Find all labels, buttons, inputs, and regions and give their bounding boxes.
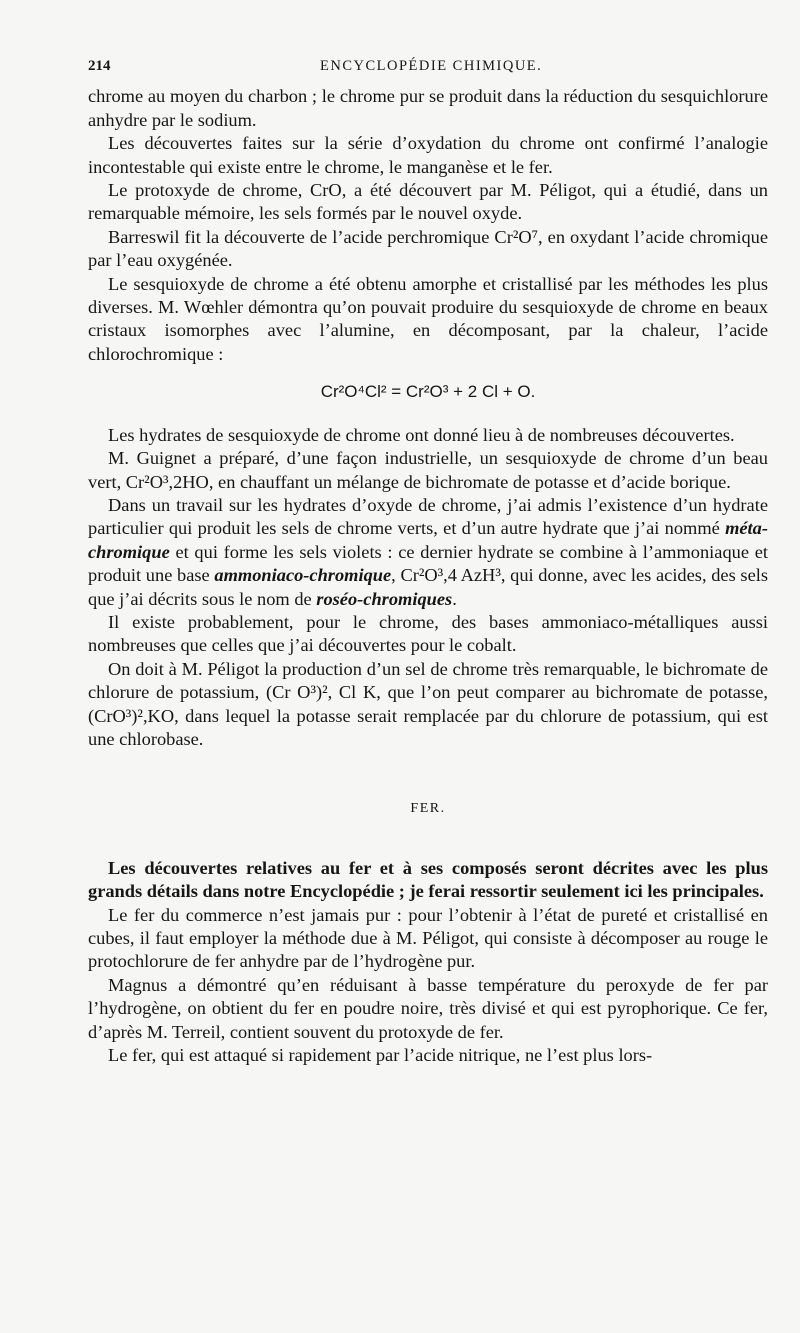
paragraph: chrome au moyen du charbon ; le chrome pur se produit dans la réduction du sesquichlorure anhydre par le sodium. xyxy=(88,86,768,130)
equation: Cr²O⁴Cl² = Cr²O³ + 2 Cl + O. xyxy=(320,382,536,402)
emphasis: ammoniaco-chromique xyxy=(214,565,392,586)
page xyxy=(88,55,768,1067)
paragraph: Barreswil fit la découverte de l’acide perchromique Cr²O⁷, en oxydant l’acide chromique par l’eau oxygénée. xyxy=(88,226,768,271)
paragraph: M. Guignet a préparé, d’une façon industrielle, un sesquioxyde de chrome d’un beau vert, Cr²O³,2HO, en chauffant un mélange de bichromate de potasse et d’acide borique. xyxy=(88,448,768,492)
page-number: 214 xyxy=(88,58,111,74)
paragraph: Magnus a démontré qu’en réduisant à basse température du peroxyde de fer par l’hydrogène, on obtient du fer en poudre noire, très divisé et qui est pyrophorique. Ce fer, d’après M. Terreil, contient souvent du protoxyde de fer. xyxy=(88,974,768,1042)
paragraph: Le sesquioxyde de chrome a été obtenu amorphe et cristallisé par les méthodes les plus diverses. M. Wœhler démontra qu’on pouvait produire du sesquioxyde de chrome en beaux cristaux isomorphes avec l’alumine, en décomposant, par la chaleur, l’acide chlorochromique : xyxy=(88,273,768,364)
paragraph: Les découvertes faites sur la série d’oxydation du chrome ont confirmé l’analogie incontestable qui existe entre le chrome, le manganèse et le fer. xyxy=(88,133,768,177)
page-header xyxy=(88,55,768,78)
paragraph: Il existe probablement, pour le chrome, des bases ammoniaco-métalliques aussi nombreuses que celles que j’ai découvertes pour le cobalt. xyxy=(88,611,768,656)
text-run: , Cr²O³,4 AzH³, qui donne, avec les acides, des sels que j’ai décrits sous le nom de xyxy=(88,565,769,609)
paragraph: Le fer du commerce n’est jamais pur : pour l’obtenir à l’état de pureté et cristallisé en cubes, il faut employer la méthode due à M. Péligot, qui consiste à décomposer au rouge le protochlorure de fer anhydre par de l’hydrogène pur. xyxy=(88,904,768,972)
emphasis: méta-chromique xyxy=(88,518,768,562)
text-run: . xyxy=(452,588,457,609)
text-run: Dans un travail sur les hydrates d’oxyde de chrome, j’ai admis l’existence d’un hydrate particulier qui produit les sels de chrome verts, et d’un autre hydrate que j’ai nommé xyxy=(88,494,768,539)
paragraph: Les découvertes relatives au fer et à ses composés seront décrites avec les plus grands détails dans notre Encyclopédie ; je ferai ressortir seulement ici les principales. xyxy=(88,857,768,902)
section-title: FER. xyxy=(410,801,446,817)
paragraph: Le protoxyde de chrome, CrO, a été découvert par M. Péligot, qui a étudié, dans un remarquable mémoire, les sels formés par le nouvel oxyde. xyxy=(88,180,768,224)
text-run: et qui forme les sels violets : ce dernier hydrate se combine à l’ammoniaque et produit une base xyxy=(88,541,768,586)
paragraph: On doit à M. Péligot la production d’un sel de chrome très remarquable, le bichromate de chlorure de potassium, (Cr O³)², Cl K, que l’on peut comparer au bichromate de potasse, (CrO³)²,KO, dans lequel la potasse serait remplacée par du chlorure de potassium, qui est une chlorobase. xyxy=(88,658,768,749)
paragraph: Le fer, qui est attaqué si rapidement par l’acide nitrique, ne l’est plus lors- xyxy=(108,1045,653,1066)
running-head: ENCYCLOPÉDIE CHIMIQUE. xyxy=(320,58,543,74)
paragraph-hydrates xyxy=(88,494,768,611)
paragraph: Les hydrates de sesquioxyde de chrome ont donné lieu à de nombreuses découvertes. xyxy=(108,424,735,445)
emphasis: roséo-chromiques xyxy=(316,588,453,609)
